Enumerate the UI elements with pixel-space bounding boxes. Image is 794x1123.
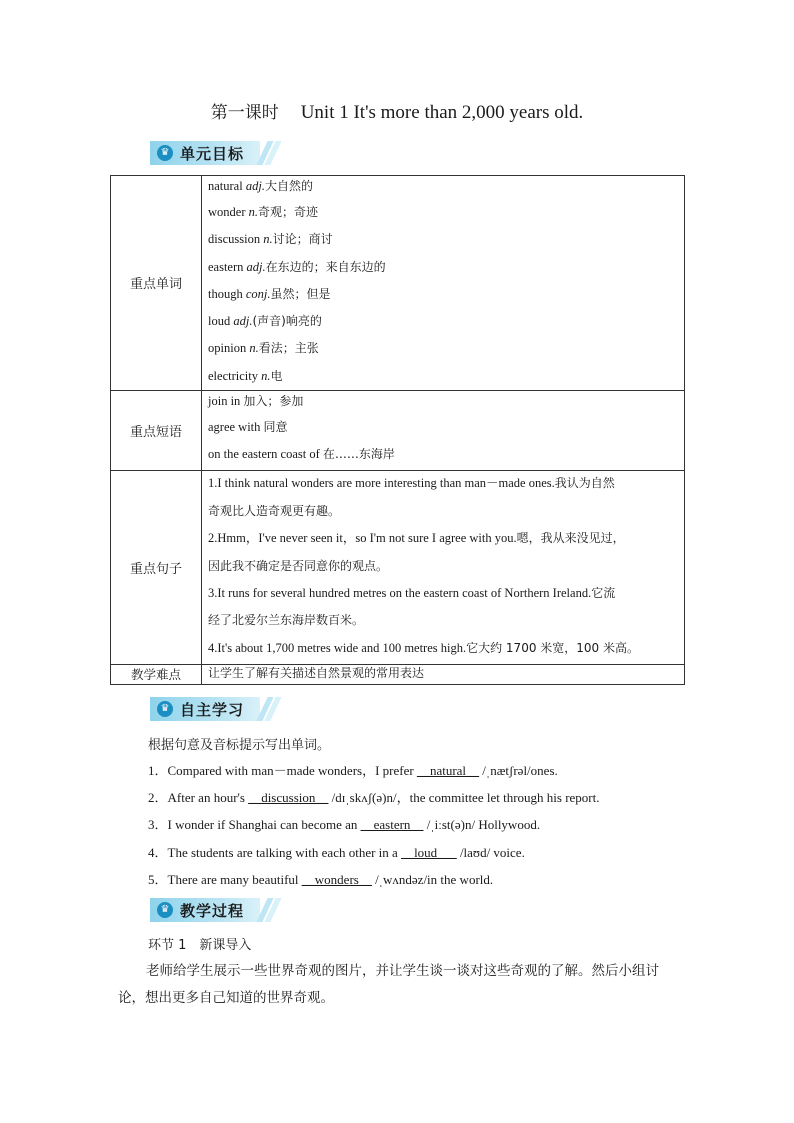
list-item: loud adj.(声音)响亮的	[208, 314, 322, 329]
table-row	[111, 664, 685, 684]
list-item: join in 加入；参加	[208, 393, 304, 408]
words-label: 重点单词	[111, 176, 202, 391]
list-item: wonder n.奇观；奇迹	[208, 205, 319, 219]
table-row	[111, 176, 685, 391]
list-item: eastern adj.在东边的；来自东边的	[208, 259, 386, 274]
page-title-en: Unit 1 It's more than 2,000 years old.	[300, 102, 584, 123]
answer-blank: __discussion__	[248, 790, 329, 805]
difficulty-label: 教学难点	[111, 664, 202, 684]
banner-unit-goals: ♛ 单元目标	[150, 141, 272, 165]
trophy-icon: ♛	[157, 145, 173, 161]
answer-blank: __loud___	[401, 845, 457, 860]
banner-self-study: ♛ 自主学习	[150, 697, 272, 721]
list-item: natural adj.大自然的	[208, 179, 313, 193]
section-heading: 环节 1 新课导入	[148, 938, 252, 953]
exercise-item: 3．I wonder if Shanghai can become an __eastern__ /ˌiːst(ə)n/ Hollywood.	[148, 817, 541, 832]
list-item: 1.I think natural wonders are more interesting than man－made ones.我认为自然	[208, 476, 615, 491]
list-item: discussion n.讨论；商讨	[208, 232, 333, 247]
self-study-instruction: 根据句意及音标提示写出单词。	[148, 738, 331, 753]
table-row	[111, 390, 685, 470]
answer-blank: __eastern__	[360, 817, 424, 832]
phrases-cell	[202, 390, 685, 470]
difficulty-cell: 让学生了解有关描述自然景观的常用表达	[202, 664, 685, 684]
exercise-item: 2．After an hour's __discussion__ /dɪˌskʌʃ(ə)n/，the committee let through his report.	[148, 790, 600, 805]
unit-goals-table	[110, 175, 685, 685]
answer-blank: __wonders__	[301, 872, 372, 887]
list-item: 4.It's about 1,700 metres wide and 100 metres high.它大约 1700 米宽，100 米高。	[208, 640, 639, 655]
page-title	[0, 98, 794, 124]
words-cell	[202, 176, 685, 391]
trophy-icon: ♛	[157, 902, 173, 918]
sentences-cell: 1.I think natural wonders are more interesting than man－made ones.我认为自然 奇观比人造奇观更有趣。 2.Hmm，I've never seen it，so I'm not sure I agree with you.嗯，我从来没见过， 因此我不确定是否同意你的观点。 3.It runs for several hundred metres on the eastern coast of Northern Ireland.它流 经了北爱尔兰东海岸数百米。 4.It's about 1,700 metres wide and 100 metres high.它大约 1700 米宽，100 米高。	[202, 471, 685, 664]
exercise-item: 5．There are many beautiful __wonders__ /ˌwʌndəz/in the world.	[148, 872, 494, 887]
list-item: 3.It runs for several hundred metres on the eastern coast of Northern Ireland.它流	[208, 585, 616, 600]
answer-blank: __natural__	[416, 763, 480, 778]
sentences-label: 重点句子	[111, 471, 202, 664]
trophy-icon: ♛	[157, 701, 173, 717]
exercise-item: 4．The students are talking with each other in a __loud___ /laʊd/ voice.	[148, 845, 525, 860]
page-title-cn: 第一课时	[210, 103, 279, 123]
banner-process: ♛ 教学过程	[150, 898, 272, 922]
list-item: agree with 同意	[208, 419, 288, 434]
list-item: electricity n.电	[208, 368, 283, 383]
list-item: 2.Hmm，I've never seen it，so I'm not sure I agree with you.嗯，我从来没见过，	[208, 531, 625, 546]
phrases-label: 重点短语	[111, 390, 202, 470]
table-row	[111, 471, 685, 664]
process-paragraph: 老师给学生展示一些世界奇观的图片，并让学生谈一谈对这些奇观的了解。然后小组讨论，想出更多自己知道的世界奇观。	[118, 963, 659, 1006]
exercise-item: 1．Compared with man－made wonders，I prefer __natural__ /ˌnætʃrəl/ones.	[148, 763, 558, 778]
list-item: though conj.虽然；但是	[208, 286, 331, 301]
list-item: on the eastern coast of 在……东海岸	[208, 447, 395, 462]
list-item: opinion n.看法；主张	[208, 341, 319, 356]
